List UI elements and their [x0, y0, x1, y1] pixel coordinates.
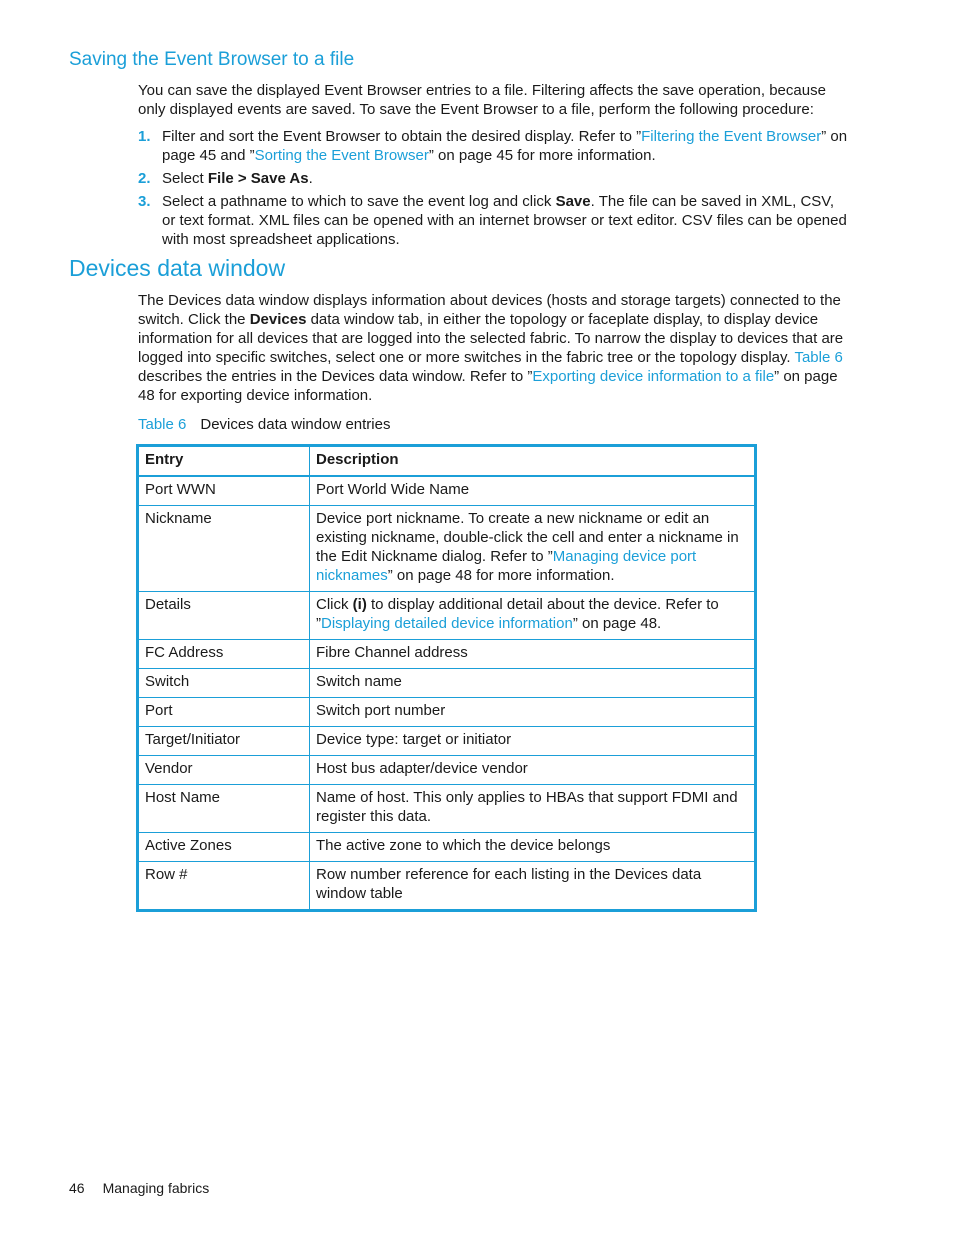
link-displaying-detailed-device-information[interactable]: Displaying detailed device information — [321, 615, 573, 632]
table-row — [138, 862, 756, 911]
entry-cell: FC Address — [138, 640, 310, 669]
description-cell: Host bus adapter/device vendor — [310, 756, 756, 785]
description-cell: Name of host. This only applies to HBAs that support FDMI and register this data. — [310, 785, 756, 833]
step-text: Select a pathname to which to save the event log and click Save. The file can be saved in XML, CSV, or text format. XML files can be opened with an internet browser or text editor. CSV files can be opened with most spreadsheet applications. — [162, 193, 847, 248]
table-row — [138, 785, 756, 833]
entry-cell: Port — [138, 698, 310, 727]
description-cell: Device type: target or initiator — [310, 727, 756, 756]
table-row — [138, 506, 756, 592]
table-row — [138, 640, 756, 669]
table-row — [138, 727, 756, 756]
link-table-6[interactable]: Table 6 — [794, 349, 843, 366]
entry-cell: Details — [138, 592, 310, 640]
save-keyword: Save — [555, 193, 591, 210]
description-cell: Switch port number — [310, 698, 756, 727]
table-caption — [138, 415, 390, 434]
step-2 — [138, 169, 850, 188]
link-managing-device-port-nicknames[interactable]: Managing device port nicknames — [316, 548, 697, 584]
table-caption-text: Devices data window entries — [200, 416, 391, 433]
entry-cell: Vendor — [138, 756, 310, 785]
step-number: 1. — [138, 128, 151, 145]
description-cell: The active zone to which the device belongs — [310, 833, 756, 862]
entry-cell: Switch — [138, 669, 310, 698]
chapter-title: Managing fabrics — [102, 1180, 210, 1196]
description-cell: Device port nickname. To create a new nickname or edit an existing nickname, double-click the cell and enter a nickname in the Edit Nickname dialog. Refer to ”Managing device port nicknames” on page 48 for more information. — [310, 506, 756, 592]
description-cell: Row number reference for each listing in the Devices data window table — [310, 862, 756, 911]
page-number: 46 — [69, 1180, 85, 1196]
page-footer — [69, 1179, 209, 1197]
table-caption-number: Table 6 — [138, 416, 187, 433]
description-cell: Click (i) to display additional detail about the device. Refer to ”Displaying detailed device information” on page 48. — [310, 592, 756, 640]
table-row — [138, 476, 756, 506]
procedure-steps — [138, 127, 850, 253]
step-3 — [138, 192, 850, 249]
step-number: 2. — [138, 170, 151, 187]
table-row — [138, 592, 756, 640]
link-sorting-event-browser[interactable]: Sorting the Event Browser — [254, 147, 429, 164]
devices-intro-paragraph: The Devices data window displays information about devices (hosts and storage targets) connected to the switch. Click the Devices data window tab, in either the topology or faceplate display, to display device information for all devices that are logged into the selected fabric. To narrow the display to devices that are logged into specific switches, select one or more switches in the fabric tree or the topology display. Table 6 describes the entries in the Devices data window. Refer to ”Exporting device information to a file” on page 48 for exporting device information. — [138, 292, 844, 404]
column-header-description: Description — [310, 446, 756, 477]
step-number: 3. — [138, 193, 151, 210]
table-header-row — [138, 446, 756, 477]
entry-cell: Host Name — [138, 785, 310, 833]
entry-cell: Row # — [138, 862, 310, 911]
step-text: Filter and sort the Event Browser to obtain the desired display. Refer to ”Filtering the Event Browser” on page 45 and ”Sorting the Event Browser” on page 45 for more information. — [162, 128, 848, 164]
description-cell: Fibre Channel address — [310, 640, 756, 669]
link-filtering-event-browser[interactable]: Filtering the Event Browser — [641, 128, 822, 145]
table-row — [138, 698, 756, 727]
menu-path: File > Save As — [207, 170, 309, 187]
link-exporting-device-information[interactable]: Exporting device information to a file — [532, 368, 775, 385]
entry-cell: Nickname — [138, 506, 310, 592]
table-row — [138, 669, 756, 698]
devices-entries-table — [136, 444, 757, 912]
description-cell: Switch name — [310, 669, 756, 698]
step-text: Select File > Save As. — [162, 170, 313, 187]
entry-cell: Target/Initiator — [138, 727, 310, 756]
section-heading-saving-event-browser: Saving the Event Browser to a file — [69, 49, 355, 70]
table-row — [138, 833, 756, 862]
table-row — [138, 756, 756, 785]
entry-cell: Active Zones — [138, 833, 310, 862]
step-1 — [138, 127, 850, 165]
section-heading-devices-data-window: Devices data window — [69, 255, 286, 281]
entry-cell: Port WWN — [138, 476, 310, 506]
column-header-entry: Entry — [138, 446, 310, 477]
description-cell: Port World Wide Name — [310, 476, 756, 506]
saving-intro-paragraph: You can save the displayed Event Browser entries to a file. Filtering affects the save operation, because only displayed events are saved. To save the Event Browser to a file, perform the following procedure: — [138, 82, 826, 118]
